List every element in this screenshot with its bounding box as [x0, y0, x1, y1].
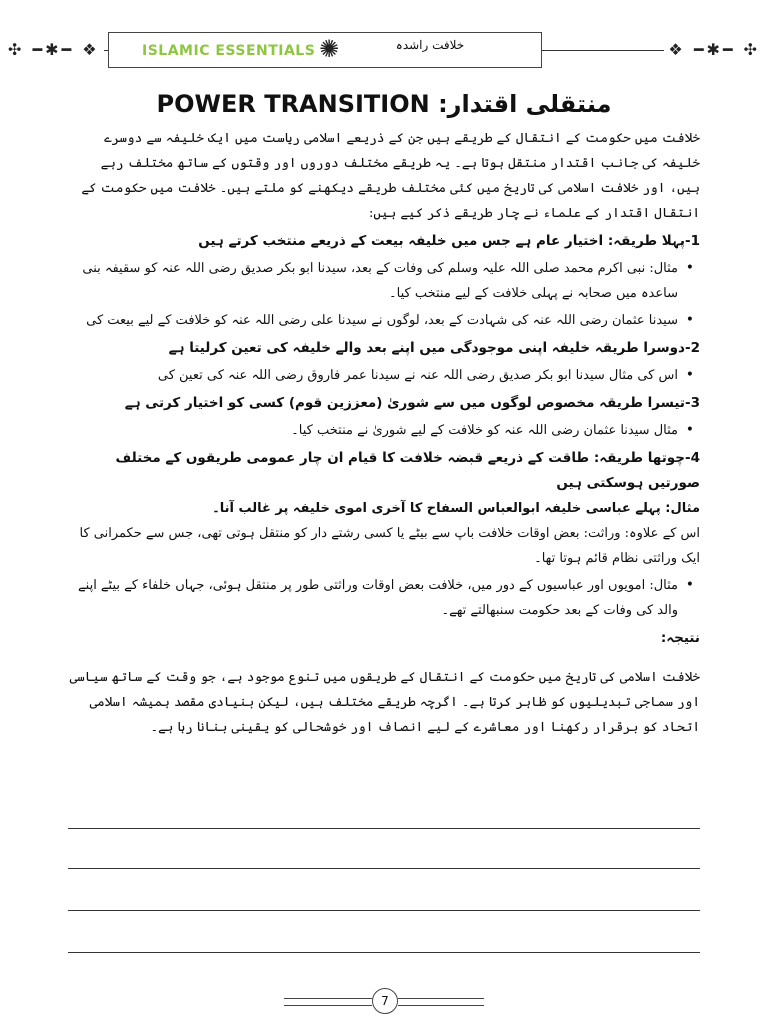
conclusion-heading: نتیجہ:	[660, 630, 700, 646]
intro-paragraph: خلافت میں حکومت کے انتقال کے طریقے ہیں جن کے ذریعے اسلامی ریاست میں ایک خلیفہ سے دوسرے خلیفہ کی جانب اقتدار منتقل ہوتا ہے۔ یہ طریقے مختلف دوروں اور وقتوں کے ساتھ مختلف رہے ہیں، اور خلافت اسلامی کی تاریخ میں کئی مختلف طریقے دیکھنے کو ملتے ہیں۔ خلافت میں حکومت کے انتقال اقتدار کے علماء نے چار طریقے ذکر کیے ہیں:	[81, 131, 700, 221]
header-ornament-right: ❖ ━✱━ ✣	[664, 38, 764, 62]
section-3-heading: 3-تیسرا طریقہ مخصوص لوگوں میں سے شوریٰ (معززین قوم) کسی کو اختیار کرتی ہے	[124, 395, 700, 411]
section-2-bullet-1: • اس کی مثال سیدنا ابو بکر صدیق رضی اللہ عنہ نے سیدنا عمر فاروق رضی اللہ عنہ کی تعین کی	[68, 363, 700, 388]
section-1-heading: 1-پہلا طریقہ: اختیار عام ہے جس میں خلیفہ بیعت کے ذریعے منتخب کرتے ہیں	[198, 233, 700, 249]
page-footer	[0, 986, 768, 1014]
section-4-example: مثال: پہلے عباسی خلیفہ ابوالعباس السفاح کا آخری اموی خلیفہ پر غالب آنا۔	[212, 501, 700, 516]
header-topic: خلافت راشدہ	[395, 38, 465, 52]
page-header	[0, 28, 768, 76]
section-2-heading: 2-دوسرا طریقہ خلیفہ اپنی موجودگی میں اپنے بعد والے خلیفہ کی تعین کرلیتا ہے	[168, 340, 700, 356]
writing-line-3	[68, 910, 700, 911]
main-content	[68, 126, 700, 740]
section-4-heading: 4-چوتھا طریقہ: طاقت کے ذریعے قبضہ خلافت کا قیام ان چار عمومی طریقوں کے مختلف صورتیں ہوسکتی ہیں	[115, 450, 700, 491]
header-ornament-left: ✣ ━✱━ ❖	[4, 38, 104, 62]
page-title: منتقلی اقتدار: POWER TRANSITION	[156, 90, 612, 118]
page-number: 7	[372, 988, 398, 1014]
section-3-bullet-1: • مثال سیدنا عثمان رضی اللہ عنہ کو خلافت کے لیے شوریٰ نے منتخب کیا۔	[68, 418, 700, 443]
footer-ornament-right	[398, 998, 484, 1006]
title-row	[0, 90, 768, 118]
writing-line-4	[68, 952, 700, 953]
spacer	[68, 651, 700, 665]
writing-line-2	[68, 868, 700, 869]
ornament-star-icon: ✺	[318, 35, 340, 63]
section-4-extra: اس کے علاوہ: وراثت: بعض اوقات خلافت باپ سے بیٹے یا کسی رشتے دار کو منتقل ہوتی تھی، جس سے حکمرانی کا ایک وراثتی نظام قائم ہوتا تھا۔	[79, 526, 700, 566]
footer-ornament-left	[284, 998, 372, 1006]
section-1-bullet-1: • مثال: نبی اکرم محمد صلی اللہ علیہ وسلم کی وفات کے بعد، سیدنا ابو بکر صدیق رضی اللہ عنہ کو سقیفہ بنی ساعدہ میں صحابہ نے پہلی خلافت کے لیے منتخب کیا۔	[68, 256, 700, 306]
section-4-bullet-1: • مثال: امویوں اور عباسیوں کے دور میں، خلافت بعض اوقات وراثتی طور پر منتقل ہوئی، جہاں خلفاء کے بیٹے اپنے والد کی وفات کے بعد حکومت سنبھالتے تھے۔	[68, 573, 700, 623]
conclusion-text: خلافت اسلامی کی تاریخ میں حکومت کے انتقال کے طریقوں میں تنوع موجود ہے، جو وقت کے ساتھ سیاسی اور سماجی تبدیلیوں کو ظاہر کرتا ہے۔ اگرچہ طریقے مختلف ہیں، لیکن بنیادی مقصد ہمیشہ اسلامی اتحاد کو برقرار رکھنا اور معاشرے کے لیے انصاف اور خوشحالی کو یقینی بنانا رہا ہے۔	[69, 670, 700, 735]
brand-logo: ISLAMIC ESSENTIALS	[142, 43, 316, 59]
writing-line-1	[68, 828, 700, 829]
section-1-bullet-2: • سیدنا عثمان رضی اللہ عنہ کی شہادت کے بعد، لوگوں نے سیدنا علی رضی اللہ عنہ کو خلافت کے لیے بیعت کی	[68, 308, 700, 333]
